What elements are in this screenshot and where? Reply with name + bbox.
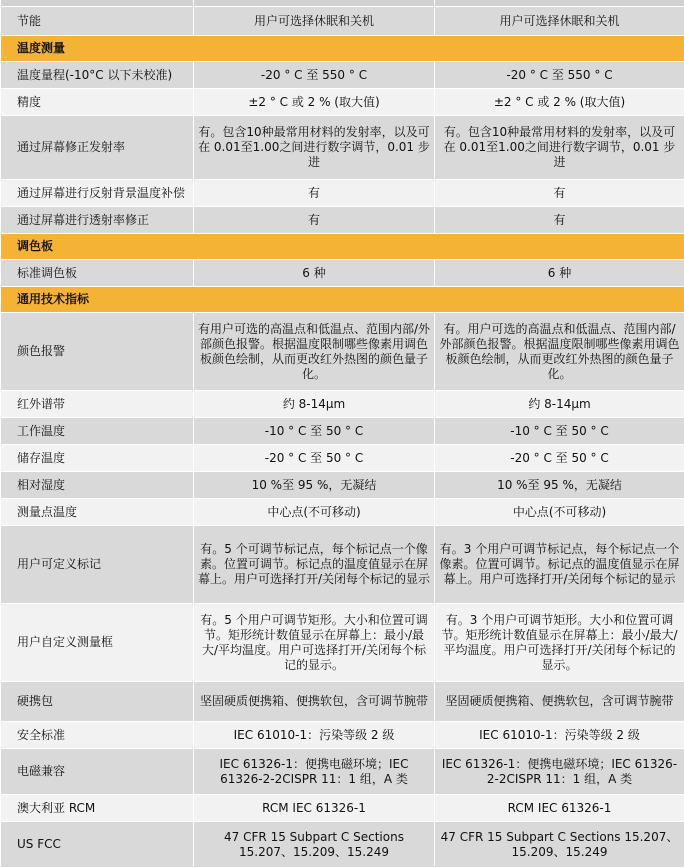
spec-value-model-2: 有。3 个用户可调节标记点，每个标记点一个像素。位置可调节。标记点的温度值显示在屏幕上。用户可选择打开/关闭每个标记的显示 bbox=[435, 526, 684, 604]
spec-label: 节能 bbox=[1, 7, 194, 36]
spec-row-humidity bbox=[1, 472, 684, 499]
spec-row-power-saving bbox=[1, 7, 684, 36]
section-title: 通用技术指标 bbox=[1, 287, 684, 313]
spec-value-model-1: IEC 61326-1：便携电磁环境；IEC 61326-2-2CISPR 11：1 组，A 类 bbox=[194, 749, 435, 795]
spec-value-model-2: -20 ° C 至 50 ° C bbox=[435, 445, 684, 472]
spec-value-model-1: IEC 61010-1：污染等级 2 级 bbox=[194, 722, 435, 749]
spec-value-model-1: 10 %至 95 %，无凝结 bbox=[194, 472, 435, 499]
spec-row-operating-temp bbox=[1, 418, 684, 445]
spec-row-fcc bbox=[1, 822, 684, 868]
section-header-section-palette bbox=[1, 234, 684, 260]
spec-value-model-2: ±2 ° C 或 2 % (取大值) bbox=[435, 89, 684, 116]
spec-label: 工作温度 bbox=[1, 418, 194, 445]
spec-value-model-1: 有。包含10种最常用材料的发射率，以及可在 0.01至1.00之间进行数字调节，0.01 步进 bbox=[194, 116, 435, 180]
spec-label: 用户可定义标记 bbox=[1, 526, 194, 604]
spec-value-model-2: -20 ° C 至 550 ° C bbox=[435, 62, 684, 89]
spec-label: 用户自定义测量框 bbox=[1, 604, 194, 682]
spec-value-model-2: 有 bbox=[435, 207, 684, 234]
spec-row-temp-range bbox=[1, 62, 684, 89]
spec-label: US FCC bbox=[1, 822, 194, 868]
spec-label: 通过屏幕进行透射率修正 bbox=[1, 207, 194, 234]
spec-value-model-2: 有。用户可选的高温点和低温点、范围内部/外部颜色报警。根据温度限制哪些像素用调色板颜色绘制，从而更改红外热图的颜色量子化。 bbox=[435, 313, 684, 391]
spec-row-spot-temp bbox=[1, 499, 684, 526]
spec-label: 电磁兼容 bbox=[1, 749, 194, 795]
spec-label: 安全标准 bbox=[1, 722, 194, 749]
spec-value-model-1: ±2 ° C 或 2 % (取大值) bbox=[194, 89, 435, 116]
spec-value-model-1: 用户可选择休眠和关机 bbox=[194, 7, 435, 36]
spec-label: 标准调色板 bbox=[1, 260, 194, 287]
spec-value-model-1: 47 CFR 15 Subpart C Sections 15.207、15.209、15.249 bbox=[194, 822, 435, 868]
spec-value-model-1: 坚固硬质便携箱、便携软包，含可调节腕带 bbox=[194, 682, 435, 722]
spec-value-model-2: 47 CFR 15 Subpart C Sections 15.207、15.209、15.249 bbox=[435, 822, 684, 868]
spec-value-model-1: -20 ° C 至 550 ° C bbox=[194, 62, 435, 89]
spec-row-emissivity bbox=[1, 116, 684, 180]
spec-value-model-2: 中心点(不可移动) bbox=[435, 499, 684, 526]
spec-value-model-2: IEC 61010-1：污染等级 2 级 bbox=[435, 722, 684, 749]
spec-value-model-1: -20 ° C 至 50 ° C bbox=[194, 445, 435, 472]
spec-label: 温度量程(-10°C 以下未校准) bbox=[1, 62, 194, 89]
section-header-section-temp bbox=[1, 36, 684, 62]
spec-value-model-2: IEC 61326-1：便携电磁环境；IEC 61326-2-2CISPR 11：1 组，A 类 bbox=[435, 749, 684, 795]
spec-value-model-2: 有。包含10种最常用材料的发射率，以及可在 0.01至1.00之间进行数字调节，0.01 步进 bbox=[435, 116, 684, 180]
spec-table-body bbox=[1, 0, 684, 868]
spec-value-model-2: 有 bbox=[435, 180, 684, 207]
spec-label: 通过屏幕进行反射背景温度补偿 bbox=[1, 180, 194, 207]
spec-value-model-1: 约 8-14μm bbox=[194, 391, 435, 418]
spec-value-model-2: 坚固硬质便携箱、便携软包，含可调节腕带 bbox=[435, 682, 684, 722]
spec-value-model-2: RCM IEC 61326-1 bbox=[435, 795, 684, 822]
spec-label: 储存温度 bbox=[1, 445, 194, 472]
spec-row-transmission bbox=[1, 207, 684, 234]
spec-label: 测量点温度 bbox=[1, 499, 194, 526]
spec-row-ir-band bbox=[1, 391, 684, 418]
spec-row-color-alarm bbox=[1, 313, 684, 391]
spec-label: 澳大利亚 RCM bbox=[1, 795, 194, 822]
spec-label: 通过屏幕修正发射率 bbox=[1, 116, 194, 180]
section-title: 调色板 bbox=[1, 234, 684, 260]
spec-value-model-1: -10 ° C 至 50 ° C bbox=[194, 418, 435, 445]
spec-value-model-1: 有。5 个可调节标记点，每个标记点一个像素。位置可调节。标记点的温度值显示在屏幕上。用户可选择打开/关闭每个标记的显示 bbox=[194, 526, 435, 604]
spec-value-model-2: 10 %至 95 %，无凝结 bbox=[435, 472, 684, 499]
section-header-section-general bbox=[1, 287, 684, 313]
spec-value-model-2: 有。3 个用户可调节矩形。大小和位置可调节。矩形统计数值显示在屏幕上：最小/最大/平均温度。用户可选择打开/关闭每个标记的显示。 bbox=[435, 604, 684, 682]
spec-row-emc bbox=[1, 749, 684, 795]
spec-value-model-2: 约 8-14μm bbox=[435, 391, 684, 418]
spec-row-safety bbox=[1, 722, 684, 749]
spec-value-model-1: 6 种 bbox=[194, 260, 435, 287]
spec-value-model-1: 有用户可选的高温点和低温点、范围内部/外部颜色报警。根据温度限制哪些像素用调色板颜色绘制，从而更改红外热图的颜色量子化。 bbox=[194, 313, 435, 391]
spec-value-model-1: RCM IEC 61326-1 bbox=[194, 795, 435, 822]
spec-row-carry-case bbox=[1, 682, 684, 722]
spec-row-std-palette bbox=[1, 260, 684, 287]
spec-label: 硬携包 bbox=[1, 682, 194, 722]
spec-value-model-1: 有。5 个用户可调节矩形。大小和位置可调节。矩形统计数值显示在屏幕上：最小/最大/平均温度。用户可选择打开/关闭每个标记的显示。 bbox=[194, 604, 435, 682]
spec-row-accuracy bbox=[1, 89, 684, 116]
spec-row-reflected-bg bbox=[1, 180, 684, 207]
spec-label: 颜色报警 bbox=[1, 313, 194, 391]
section-title: 温度测量 bbox=[1, 36, 684, 62]
spec-value-model-2: 用户可选择休眠和关机 bbox=[435, 7, 684, 36]
spec-row-measure-box bbox=[1, 604, 684, 682]
spec-value-model-1: 中心点(不可移动) bbox=[194, 499, 435, 526]
spec-label: 相对湿度 bbox=[1, 472, 194, 499]
spec-label: 精度 bbox=[1, 89, 194, 116]
spec-row-rcm bbox=[1, 795, 684, 822]
spec-row-storage-temp bbox=[1, 445, 684, 472]
spec-value-model-2: 6 种 bbox=[435, 260, 684, 287]
spec-label: 红外谱带 bbox=[1, 391, 194, 418]
spec-value-model-1: 有 bbox=[194, 207, 435, 234]
spec-row-markers bbox=[1, 526, 684, 604]
spec-value-model-2: -10 ° C 至 50 ° C bbox=[435, 418, 684, 445]
spec-value-model-1: 有 bbox=[194, 180, 435, 207]
